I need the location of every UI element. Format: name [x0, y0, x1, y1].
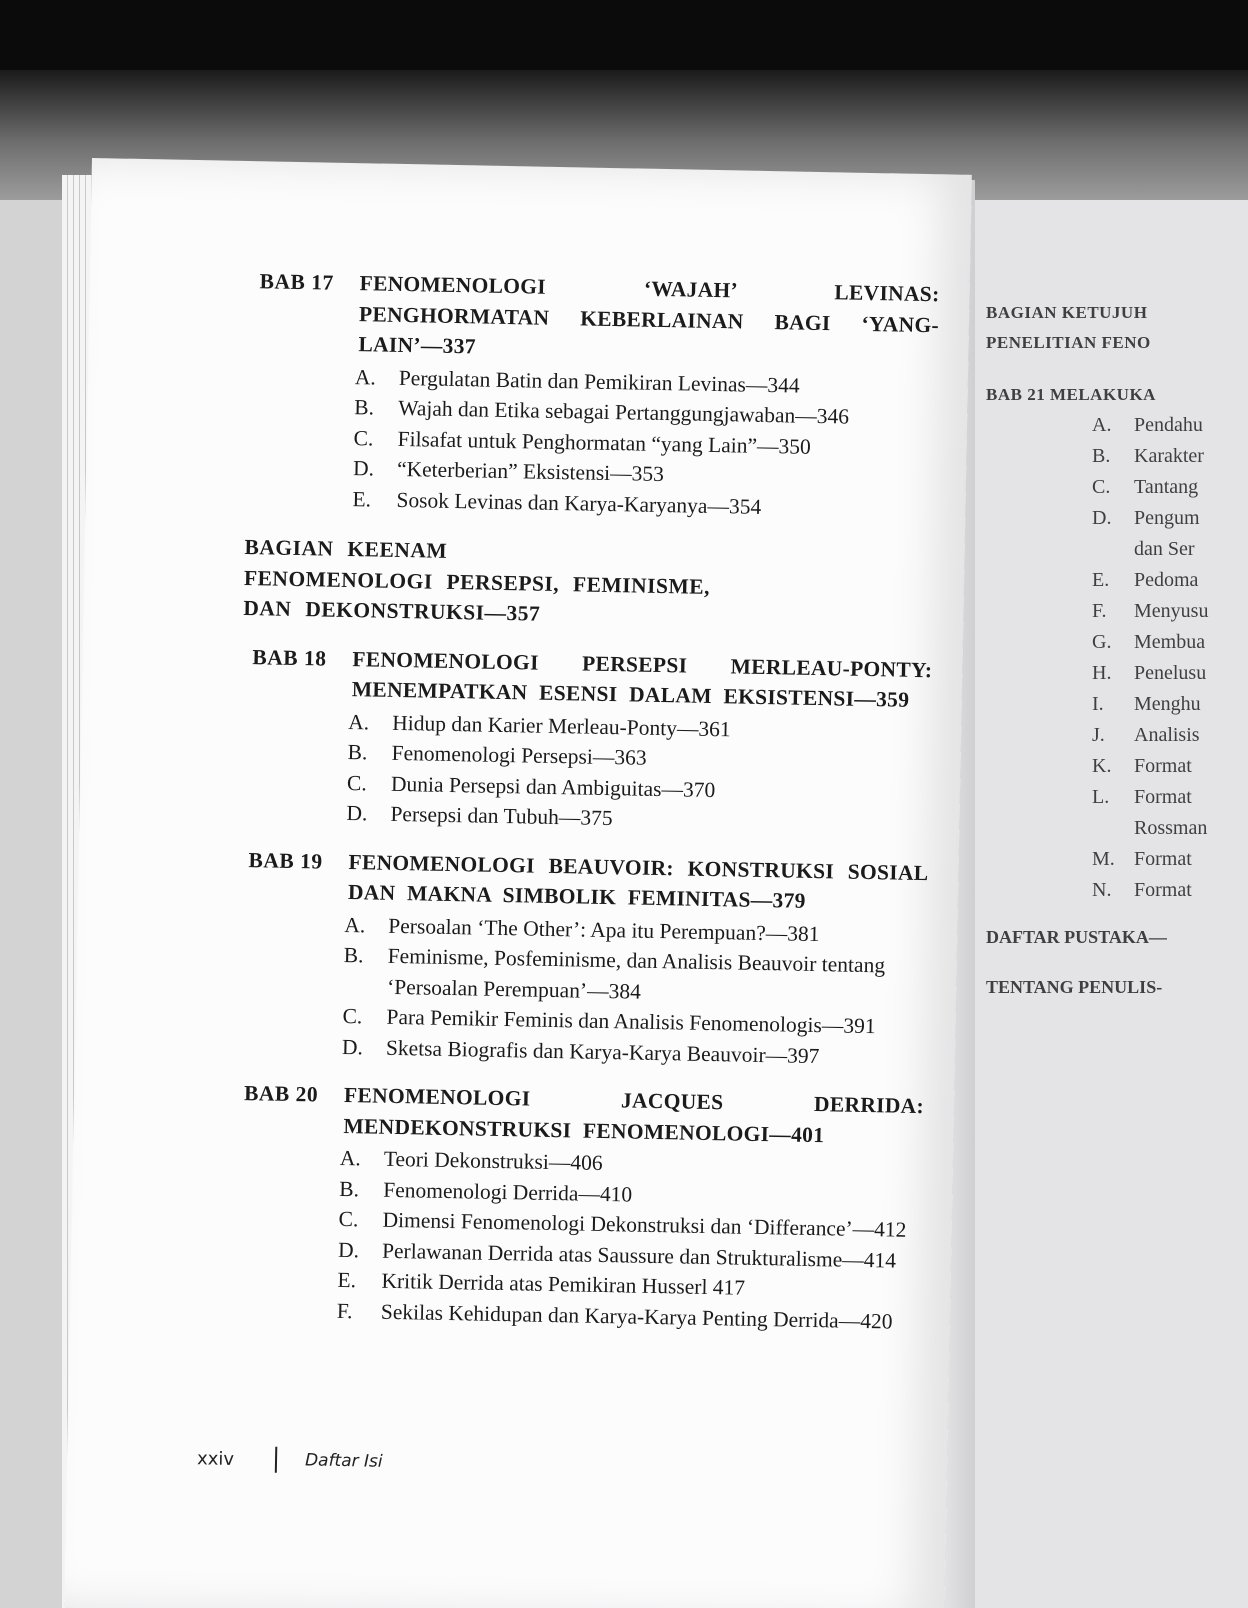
item-text: Dimensi Fenomenologi Dekonstruksi dan ‘Differance’—412	[382, 1207, 907, 1242]
page-number: xxiv	[196, 1447, 235, 1470]
item-text: Teori Dekonstruksi—406	[383, 1146, 603, 1175]
toc-item	[343, 940, 927, 1012]
item-text: Persepsi dan Tubuh—375	[390, 801, 613, 831]
item-text: “Keterberian” Eksistensi—353	[396, 456, 665, 487]
chapter-entry	[249, 642, 932, 840]
right-toc-item: H. Penelusu	[1092, 662, 1207, 684]
item-text: Sekilas Kehidupan dan Karya-Karya Penting Derrida—420	[380, 1299, 893, 1334]
right-page	[972, 200, 1248, 1608]
item-letter: B.	[339, 1176, 360, 1201]
right-toc-item: M. Format	[1092, 848, 1192, 870]
part-heading-line: FENOMENOLOGI PERSEPSI, FEMINISME,	[243, 565, 711, 599]
right-toc-item: I. Menghu	[1092, 693, 1201, 715]
item-letter: D.	[341, 1034, 364, 1059]
item-letter: D.	[337, 1237, 360, 1262]
item-letter: E.	[352, 486, 372, 511]
chapter-title: FENOMENOLOGI BEAUVOIR: KONSTRUKSI SOSIAL DAN MAKNA SIMBOLIK FEMINITAS—379	[347, 849, 929, 913]
item-letter: B.	[347, 740, 368, 765]
footer-divider	[275, 1447, 277, 1473]
item-letter: C.	[353, 425, 374, 450]
section-name: Daftar Isi	[304, 1450, 383, 1472]
right-part-heading-1: BAGIAN KETUJUH	[986, 303, 1148, 322]
item-text: Filsafat untuk Penghormatan “yang Lain”—350	[397, 426, 812, 459]
right-daftar-pustaka: DAFTAR PUSTAKA—	[986, 927, 1167, 947]
right-part-heading-2: PENELITIAN FENO	[986, 333, 1151, 352]
chapter-number: BAB 18	[252, 644, 327, 671]
right-toc-item: C. Tantang	[1092, 476, 1199, 498]
item-text: Feminisme, Posfeminisme, dan Analisis Beauvoir tentang ‘Persoalan Perempuan’—384	[386, 943, 886, 1004]
table-of-contents	[240, 266, 940, 1337]
item-text: Sketsa Biografis dan Karya-Karya Beauvoir—397	[385, 1035, 820, 1068]
chapter-title: FENOMENOLOGI PERSEPSI MERLEAU-PONTY: MENEMPATKAN ESENSI DALAM EKSISTENSI—359	[351, 646, 933, 712]
right-toc-item: F. Menyusu	[1092, 600, 1209, 622]
right-chapter-heading: BAB 21 MELAKUKA	[986, 385, 1156, 404]
right-toc-item: Rossman	[1134, 817, 1208, 839]
chapter-entry	[240, 1078, 925, 1337]
item-text: Fenomenologi Persepsi—363	[391, 740, 647, 770]
item-text: Persoalan ‘The Other’: Apa itu Perempuan?—381	[388, 913, 820, 946]
item-text: Perlawanan Derrida atas Saussure dan Strukturalisme—414	[381, 1238, 897, 1273]
item-letter: A.	[347, 709, 370, 734]
chapter-items	[337, 1143, 923, 1337]
chapter-number: BAB 17	[259, 269, 334, 295]
item-letter: C.	[342, 1003, 363, 1029]
right-toc-item: dan Ser	[1134, 538, 1195, 560]
item-text: Para Pemikir Feminis dan Analisis Fenomenologis—391	[386, 1004, 876, 1039]
chapter-title: FENOMENOLOGI ‘WAJAH’ LEVINAS: PENGHORMATAN KEBERLAINAN BAGI ‘YANG-LAIN’—337	[358, 271, 940, 359]
chapter-items	[352, 362, 938, 526]
right-toc-item: L. Format	[1092, 786, 1192, 808]
part-heading-line: BAGIAN KEENAM	[244, 535, 448, 563]
item-text: Wajah dan Etika sebagai Pertanggungjawaban—346	[398, 395, 850, 429]
item-letter: A.	[354, 364, 376, 389]
right-toc-item: K. Format	[1092, 755, 1192, 777]
right-tentang-penulis: TENTANG PENULIS-	[986, 977, 1163, 997]
right-toc-item: D. Pengum	[1092, 507, 1200, 529]
item-letter: A.	[339, 1145, 361, 1171]
chapter-number: BAB 19	[248, 847, 323, 874]
right-toc-item: N. Format	[1092, 879, 1192, 901]
item-letter: A.	[344, 912, 366, 937]
page-footer	[197, 1445, 383, 1475]
item-letter: B.	[343, 942, 364, 968]
right-toc-item: E. Pedoma	[1092, 569, 1199, 591]
chapter-number: BAB 20	[243, 1081, 319, 1107]
right-toc-item: G. Membua	[1092, 631, 1206, 653]
part-heading	[243, 532, 745, 633]
chapter-title: FENOMENOLOGI JACQUES DERRIDA: MENDEKONSTRUKSI FENOMENOLOGI—401	[343, 1083, 925, 1147]
right-toc-item: J. Analisis	[1092, 724, 1200, 746]
item-text: Hidup dan Karier Merleau-Ponty—361	[391, 710, 731, 741]
item-text: Fenomenologi Derrida—410	[383, 1177, 633, 1207]
item-letter: B.	[354, 395, 375, 420]
item-letter: C.	[346, 770, 368, 795]
chapter-entry	[245, 845, 929, 1074]
part-heading-line: DAN DEKONSTRUKSI—357	[243, 595, 541, 626]
item-letter: F.	[336, 1298, 353, 1323]
left-page	[64, 158, 972, 1608]
right-toc-item: B. Karakter	[1092, 445, 1204, 467]
item-letter: D.	[352, 456, 375, 481]
item-text: Pergulatan Batin dan Pemikiran Levinas—344	[398, 365, 800, 398]
chapter-items	[342, 909, 928, 1073]
right-toc-item: A. Pendahu	[1092, 414, 1203, 436]
item-letter: E.	[337, 1267, 357, 1293]
chapter-entry	[255, 266, 940, 525]
item-text: Sosok Levinas dan Karya-Karyanya—354	[396, 487, 762, 519]
item-text: Dunia Persepsi dan Ambiguitas—370	[390, 771, 716, 802]
chapter-items	[346, 707, 931, 840]
item-text: Kritik Derrida atas Pemikiran Husserl 417	[381, 1268, 746, 1300]
item-letter: D.	[346, 801, 368, 826]
item-letter: C.	[338, 1206, 359, 1232]
